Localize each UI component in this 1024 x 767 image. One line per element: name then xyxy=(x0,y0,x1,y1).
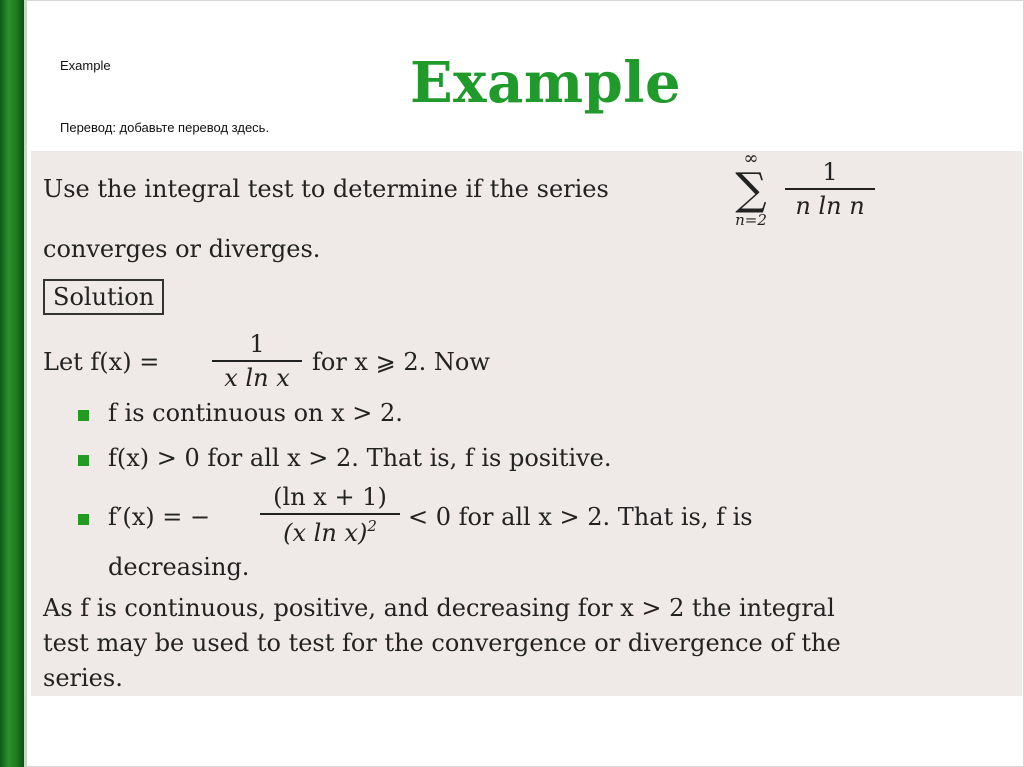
summation xyxy=(720,150,782,228)
sum-upper-limit: ∞ xyxy=(743,148,759,169)
bullet-square-icon xyxy=(78,410,89,421)
bullet-derivative-continued: decreasing. xyxy=(108,553,250,581)
series-denominator: n ln n xyxy=(795,192,865,220)
exponent: 2 xyxy=(367,517,377,535)
derivative-fraction xyxy=(260,483,400,547)
intro-end-text: converges or diverges. xyxy=(43,235,321,263)
let-numerator: 1 xyxy=(249,330,265,358)
conclusion-line-1: As f is continuous, positive, and decreasing for x > 2 the integral xyxy=(43,594,835,622)
notes-title: Example xyxy=(60,58,111,73)
side-accent-bar xyxy=(0,0,24,767)
derivative-numerator: (ln x + 1) xyxy=(273,483,387,511)
bullet-continuous: f is continuous on x > 2. xyxy=(108,399,403,427)
series-numerator: 1 xyxy=(822,158,838,186)
solution-label: Solution xyxy=(43,279,164,315)
bullet-positive: f(x) > 0 for all x > 2. That is, f is positive. xyxy=(108,444,612,472)
derivative-denominator: (x ln x)$^2$ xyxy=(283,517,377,547)
conclusion-line-2: test may be used to test for the convergence or divergence of the xyxy=(43,629,841,657)
conclusion-line-3: series. xyxy=(43,664,123,692)
notes-translation: Перевод: добавьте перевод здесь. xyxy=(60,120,270,135)
sum-lower-limit: n=2 xyxy=(735,211,767,229)
bullet-square-icon xyxy=(78,514,89,525)
slide-title: Example xyxy=(410,50,682,116)
intro-text: Use the integral test to determine if the series xyxy=(43,175,609,203)
bullet-derivative-lead: f′(x) = − xyxy=(108,503,211,531)
sigma-symbol: ∑ xyxy=(735,164,767,215)
bullet-square-icon xyxy=(78,455,89,466)
let-tail-text: for x ⩾ 2. Now xyxy=(312,348,490,376)
let-text: Let f(x) = xyxy=(43,348,160,376)
series-fraction xyxy=(785,158,875,220)
let-fraction xyxy=(212,330,302,392)
let-denominator: x ln x xyxy=(224,364,290,392)
bullet-derivative-tail: < 0 for all x > 2. That is, f is xyxy=(408,503,753,531)
